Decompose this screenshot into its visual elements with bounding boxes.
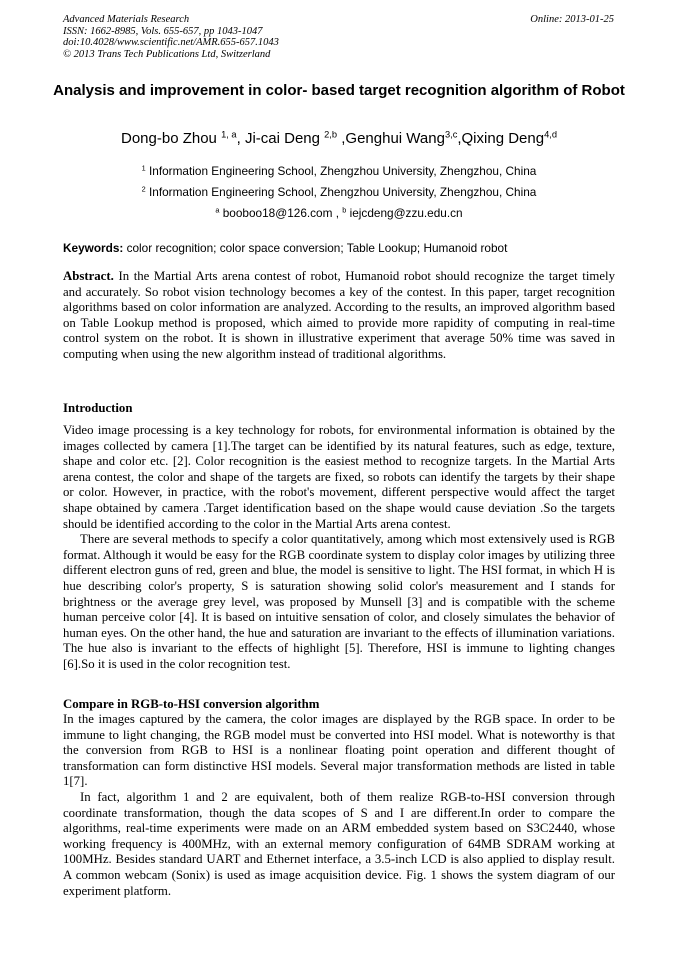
paragraph: Video image processing is a key technology for robots, for environmental information is obtained by the images collected by camera [1].The target can be identified by its natural features, such as edge, texture, shape and color etc. [2]. Color recognition is the easiest method to recognize targets. In the Martial Arts arena contest, the color and shape of the targets are fixed, so robots can identify the targets by their shape or color. However, in practice, with the robot's movement, different perspective would affect the target shape obtained by camera .Target identification based on the shape would cause deviation .So the targets should be identified according to the color in the Martial Arts arena contest. <box>63 423 615 531</box>
email-address: iejcdeng@zzu.edu.cn <box>349 206 463 220</box>
compare-heading: Compare in RGB-to-HSI conversion algorithm <box>63 697 320 711</box>
compare-body <box>63 712 615 899</box>
affiliation-superscript: 2 <box>141 184 146 194</box>
keywords-text: color recognition; color space conversion; Table Lookup; Humanoid robot <box>126 241 508 255</box>
author-superscript: 3,c <box>444 129 458 140</box>
abstract-label: Abstract. <box>63 269 114 283</box>
abstract-text: In the Martial Arts arena contest of robot, Humanoid robot should recognize the target timely and accurately. So robot vision technology becomes a key of the contest. In this paper, target recognition algorithms based on color information are analyzed. According to the results, an improved algorithm based on Table Lookup method is proposed, which aimed to provide more rapidity of computing in real-time control system on the robot. It is shown in illustrative experiment that average 50% time was saved in computing when using the new algorithm instead of traditional algorithms. <box>63 269 616 361</box>
affiliation-superscript: 1 <box>141 163 146 173</box>
author-superscript: 2,b <box>324 129 338 140</box>
doi: doi:10.4028/www.scientific.net/AMR.655-657.1043 <box>63 37 279 49</box>
email-superscript: b <box>342 205 347 215</box>
introduction-heading: Introduction <box>63 401 133 415</box>
author-superscript: 4,d <box>544 129 557 140</box>
email-superscript: a <box>215 205 220 215</box>
paragraph: In fact, algorithm 1 and 2 are equivalent, both of them realize RGB-to-HSI conversion through coordinate transformation, though the data scopes of S and I are different.In order to compare the algorithms, real-time experiments were made on an ARM embedded system based on S3C2440, whose working frequency is 400MHz, with an external memory configuration of 64MB SDRAM working at 100MHz. Besides standard UART and Ethernet interface, a 3.5-inch LCD is also applied to display result. A common webcam (Sonix) is used as image acquisition device. Fig. 1 shows the system diagram of our experiment platform. <box>63 789 615 898</box>
paragraph: In the images captured by the camera, the color images are displayed by the RGB space. In order to be immune to light changing, the RGB model must be converted into HSI model. What is noteworthy is that the conversion from RGB to HSI is a nonlinear floating point operation and different thought of transformation can form distinctive HSI models. Several major transformation methods are listed in table 1[7]. <box>63 712 615 789</box>
copyright: © 2013 Trans Tech Publications Ltd, Switzerland <box>63 48 271 60</box>
affiliation-text: Information Engineering School, Zhengzhou University, Zhengzhou, China <box>149 164 537 178</box>
online-date: Online: 2013-01-25 <box>530 14 614 25</box>
issn: ISSN: 1662-8985, Vols. 655-657, pp 1043-1047 <box>63 25 263 37</box>
journal-header <box>63 14 279 60</box>
affiliation-1 <box>40 164 638 178</box>
author-name: Dong-bo Zhou <box>121 130 217 147</box>
abstract <box>63 269 615 363</box>
introduction-body <box>63 423 615 673</box>
affiliation-2 <box>40 185 638 199</box>
journal-name: Advanced Materials Research <box>63 14 190 25</box>
email-line <box>40 206 638 220</box>
paper-title: Analysis and improvement in color- based target recognition algorithm of Robot <box>53 82 625 99</box>
email-address: booboo18@126.com , <box>222 206 339 220</box>
author-superscript: 1, a <box>221 129 237 140</box>
author-name: Genghui Wang <box>345 130 445 147</box>
keywords <box>63 241 615 255</box>
author-list: Dong-bo Zhou $^{1, a}$, Ji-cai Deng $^{2,b}$ ,Genghui Wang$^{3,c}$,Qixing Deng$^{4,d}$ <box>121 129 557 147</box>
keywords-label: Keywords: <box>63 241 124 255</box>
paragraph: There are several methods to specify a color quantitatively, among which most extensively used is RGB format. Although it would be easy for the RGB coordinate system to display color images by utilizing three different electron guns of red, green and blue, the model is sensitive to light. The HSI format, in which H is hue describing color's property, S is saturation showing solid color's measurement and I stands for brightness or the average grey level, was proposed by Munsell [3] and is compatible with the scheme human perceive color [4]. It is based on intuitive sensation of color, and closely simulates the behavior of human eyes. On the other hand, the hue and saturation are invariant to the effects of illumination variations. The hue also is invariant to the effects of highlight [5]. Therefore, HSI is immune to lighting changes [6].So it is used in the color recognition test. <box>63 532 615 671</box>
affiliation-text: Information Engineering School, Zhengzhou University, Zhengzhou, China <box>149 185 537 199</box>
author-name: Ji-cai Deng <box>244 130 320 147</box>
author-name: Qixing Deng <box>461 130 545 147</box>
